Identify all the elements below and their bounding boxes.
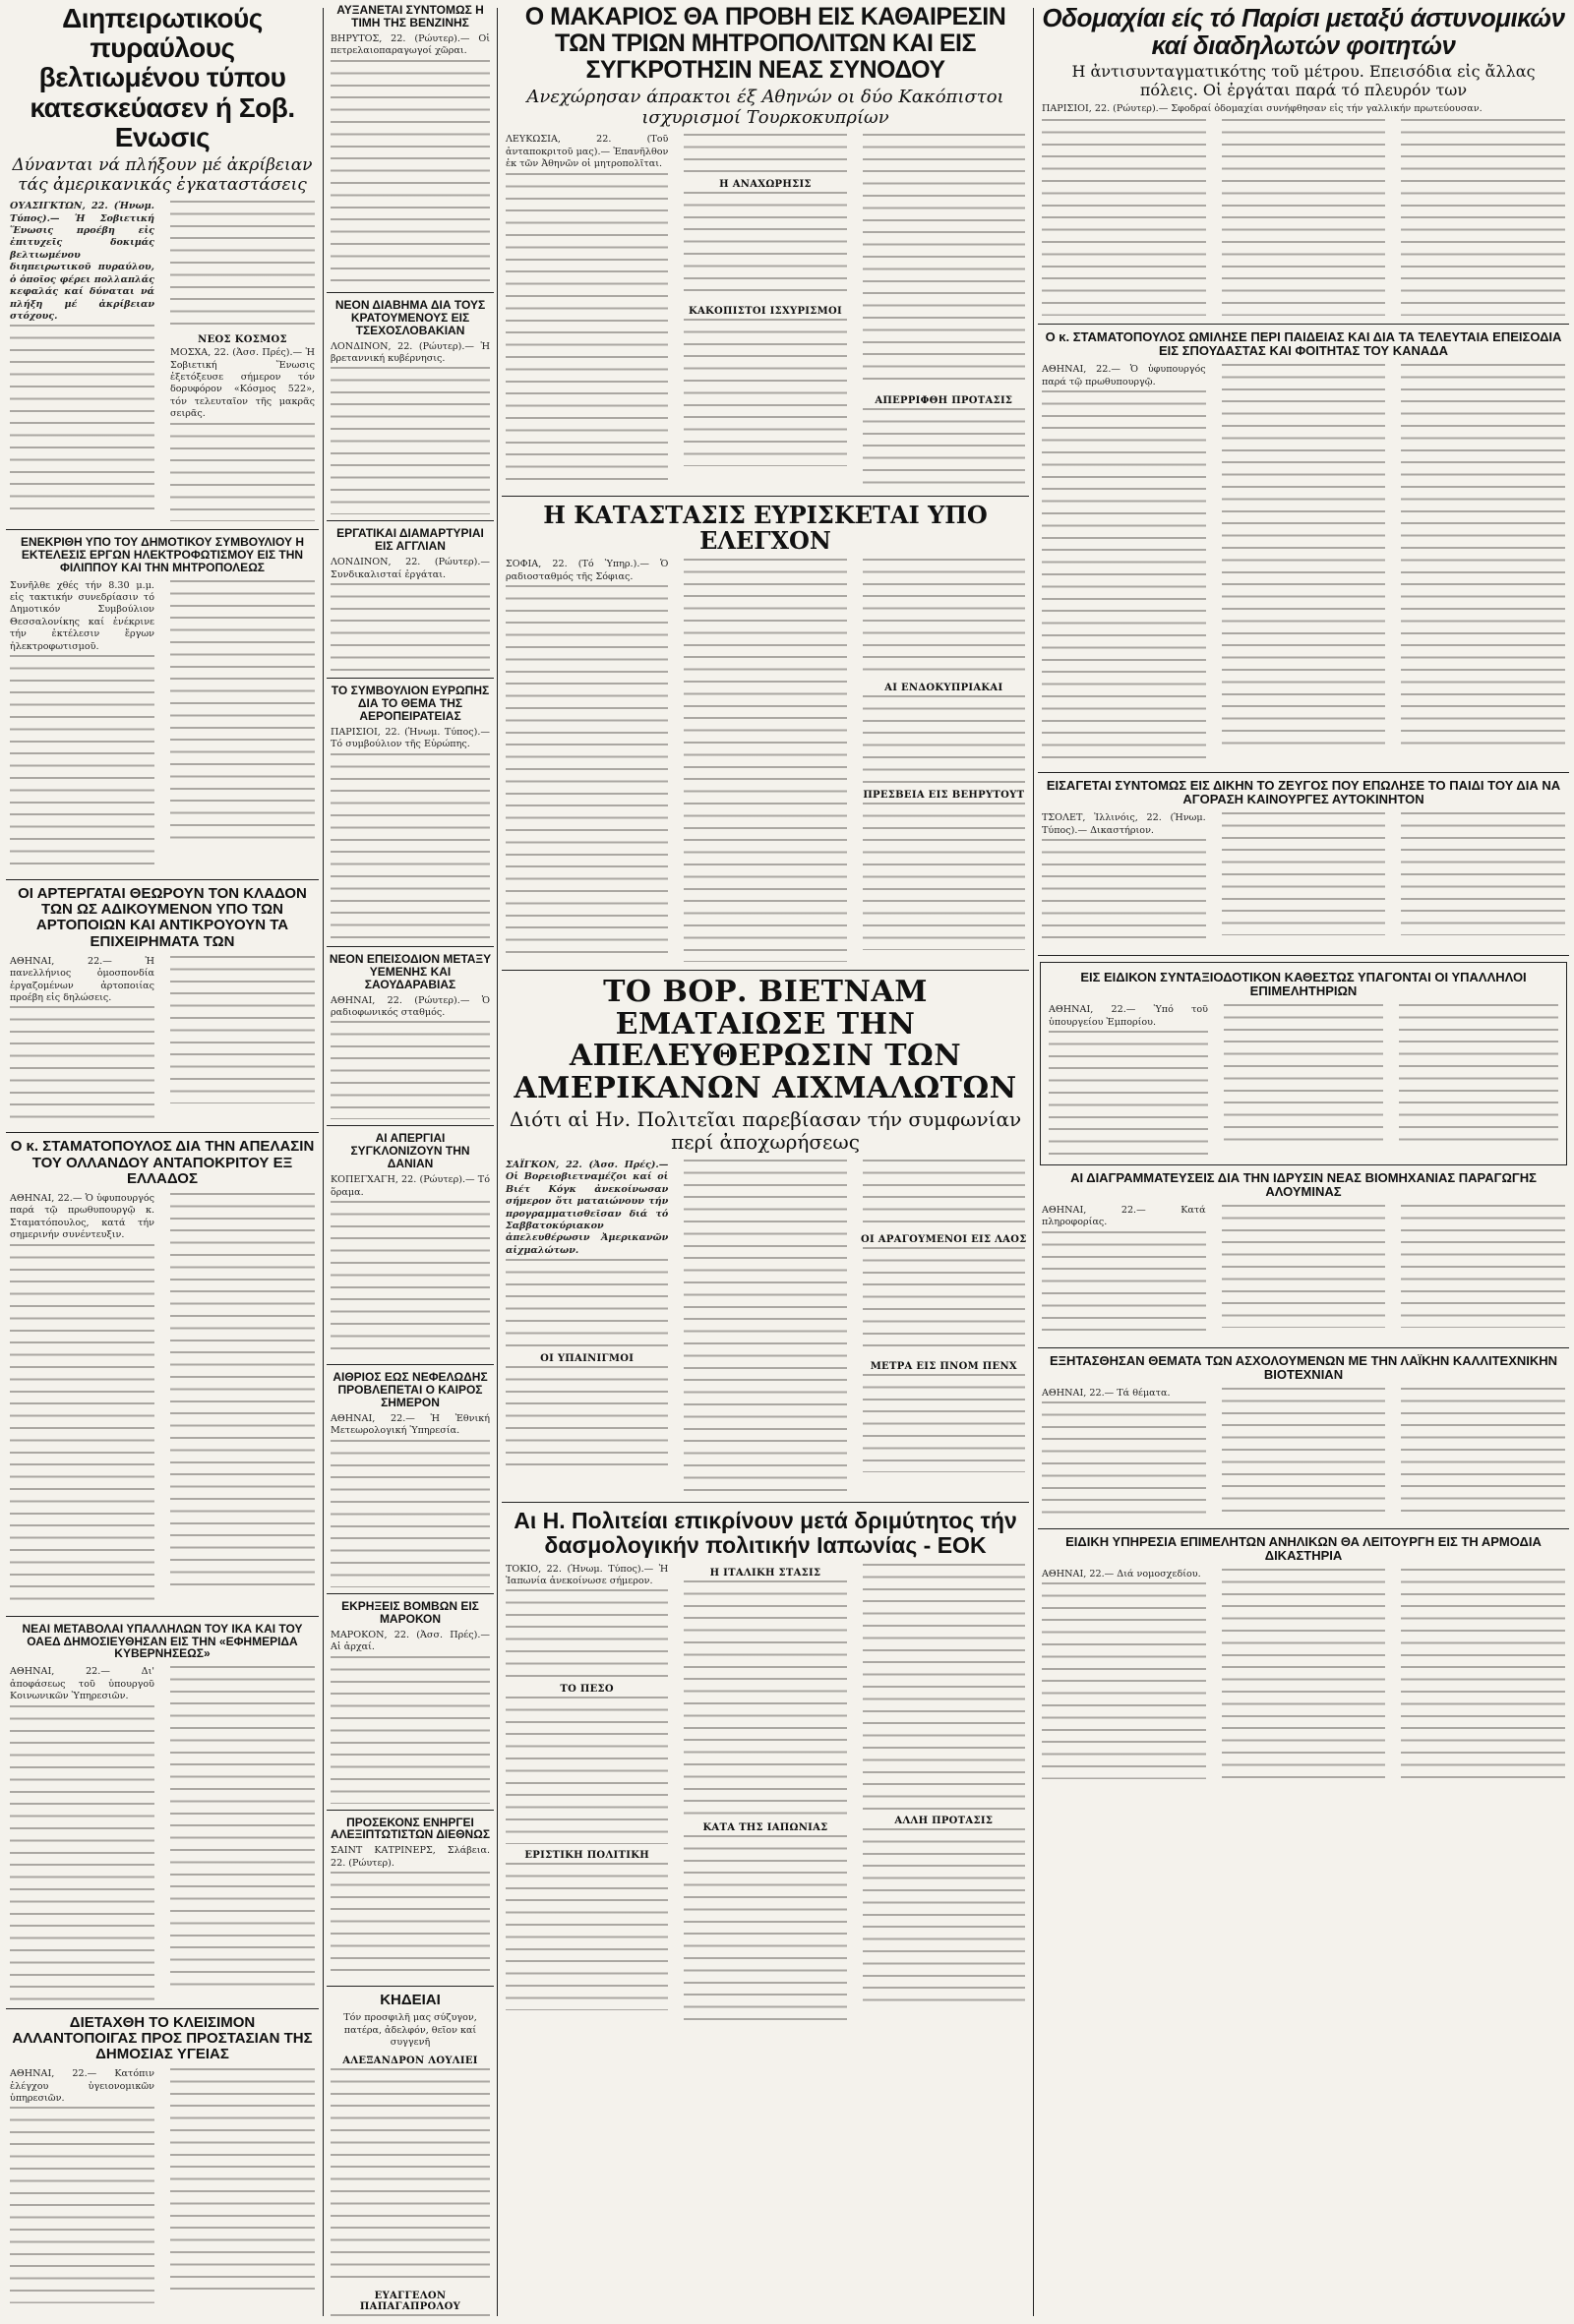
article-makarios [502,4,1029,490]
headline: Οδομαχίαι είς τό Παρίσι μεταξύ άστυνομικών καί διαδηλωτών φοιτητών [1042,3,1565,61]
body-text [506,173,668,488]
divider [6,1132,319,1133]
article-yemen-saudi [327,953,494,1120]
article-situation-control [502,500,1029,965]
divider [6,2008,319,2009]
divider [1038,955,1569,956]
article-stamatopoulos-education [1038,330,1569,766]
headline: ΕΙΔΙΚΗ ΥΠΗΡΕΣΙΑ ΕΠΙΜΕΛΗΤΩΝ ΑΝΗΛΙΚΩΝ ΘΑ ΛΕΙΤΟΥΡΓΗ ΕΙΣ ΤΗ ΑΡΜΟΔΙΑ ΔΙΚΑΣΤΗΡΙΑ [1065,1533,1542,1563]
subheading: ΚΑΚΟΠΙΣΤΟΙ ΙΣΧΥΡΙΣΜΟΙ [688,306,842,318]
divider [327,1125,494,1126]
lead-paragraph: ΛΕΥΚΩΣΙΑ, 22. (Τοῦ ἀνταποκριτοῦ μας).— Ἐπανῆλθον ἐκ τῶν Ἀθηνῶν οἱ μητροπολῖται. [506,134,669,170]
article-folk-crafts [1038,1354,1569,1522]
body-text [1042,390,1206,764]
divider [327,678,494,679]
article-council-europe [327,685,494,940]
headline: ΝΕΟΝ ΔΙΑΒΗΜΑ ΔΙΑ ΤΟΥΣ ΚΡΑΤΟΥΜΕΝΟΥΣ ΕΙΣ ΤΣΕΧΟΣΛΟΒΑΚΙΑΝ [334,297,486,337]
column-4 [1038,0,1569,2324]
body-text [506,585,668,959]
subheading: ΤΟ ΠΕΣΟ [560,1684,614,1696]
divider [6,879,319,880]
headline: ΑΥΞΑΝΕΤΑΙ ΣΥΝΤΟΜΩΣ Η ΤΙΜΗ ΤΗΣ ΒΕΝΖΙΝΗΣ [336,3,484,30]
body-text [170,2068,315,2290]
deck: Ανεχώρησαν άπρακτοι έξ Αθηνών οι δύο Κακόπιστοι ισχυρισμοί Τουρκοκυπρίων [526,87,1004,128]
divider [502,970,1029,971]
lead-paragraph: ΣΑΙΝΤ ΚΑΤΡΙΝΕΡΣ, Σλάβεια. 22. (Ρώυτερ). [331,1845,490,1869]
article-electrification [6,536,319,873]
headline: Η ΚΑΤΑΣΤΑΣΙΣ ΕΥΡΙΣΚΕΤΑΙ ΥΠΟ ΕΛΕΓΧΟΝ [543,500,988,555]
subheading: ΑΠΕΡΡΙΦΘΗ ΠΡΟΤΑΣΙΣ [875,395,1013,407]
column-2 [327,0,494,2324]
lead-paragraph: ΑΘΗΝΑΙ, 22.— Κατά πληροφορίας. [1042,1205,1206,1228]
article-aluminium [1038,1171,1569,1341]
body-text [863,695,1025,784]
lead-paragraph: ΑΘΗΝΑΙ, 22.— Τά θέματα. [1042,1387,1171,1399]
body-text [170,1193,315,1586]
body-text [170,201,315,328]
divider [6,1616,319,1617]
body-text [1222,1205,1386,1328]
headline: Ο ΜΑΚΑΡΙΟΣ ΘΑ ΠΡΟΒΗ ΕΙΣ ΚΑΘΑΙΡΕΣΙΝ ΤΩΝ ΤΡΙΩΝ ΜΗΤΡΟΠΟΛΙΤΩΝ ΚΑΙ ΕΙΣ ΣΥΓΚΡΟΤΗΣΙΝ ΝΕΑΣ ΣΥΝΟΔΟΥ [524,3,1006,84]
body-text [1401,812,1565,935]
notice-name: ΑΛΕΞΑΝΔΡΟΝ ΛΟΥΛΙΕΙ [342,2055,478,2066]
body-text [10,1244,154,1608]
lead-paragraph: Συνῆλθε χθές τήν 8.30 μ.μ. εἰς τακτικήν συνεδρίασιν τό Δημοτικόν Συμβούλιον Θεσσαλονίκης καί ἐνέκρινε τήν ἐκτέλεσιν ἔργων ἠλεκτροφωτισμοῦ. [10,579,154,652]
headline: Ο κ. ΣΤΑΜΑΤΟΠΟΥΛΟΣ ΔΙΑ ΤΗΝ ΑΠΕΛΑΣΙΝ ΤΟΥ ΟΛΛΑΝΔΟΥ ΑΝΤΑΠΟΚΡΙΤΟΥ ΕΞ ΕΛΛΑΔΟΣ [10,1138,315,1187]
divider [502,1502,1029,1503]
body-text [170,956,315,1103]
body-text [1401,1569,1565,1780]
body-text [1042,1231,1206,1340]
lead-paragraph: ΑΘΗΝΑΙ, 22.— Ὑπό τοῦ ὑπουργείου Ἐμπορίου. [1049,1004,1208,1028]
article-sausage-factory [6,2015,319,2306]
body-text [10,325,154,511]
headline: ΕΙΣ ΕΙΔΙΚΟΝ ΣΥΝΤΑΞΙΟΔΟΤΙΚΟΝ ΚΑΘΕΣΤΩΣ ΥΠΑΓΟΝΤΑΙ ΟΙ ΥΠΑΛΛΗΛΟΙ ΕΠΙΜΕΛΗΤΗΡΙΩΝ [1080,970,1527,999]
headline: ΕΙΣΑΓΕΤΑΙ ΣΥΝΤΟΜΩΣ ΕΙΣ ΔΙΚΗΝ ΤΟ ΖΕΥΓΟΣ ΠΟΥ ΕΠΩΛΗΣΕ ΤΟ ΠΑΙΔΙ ΤΟΥ ΔΙΑ ΝΑ ΑΓΟΡΑΣΗ ΚΑΙΝΟΥΡΓΕΣ ΑΥΤΟΚΙΝΗΤΟΝ [1046,778,1561,807]
headline: ΝΕΑΙ ΜΕΤΑΒΟΛΑΙ ΥΠΑΛΛΗΛΩΝ ΤΟΥ ΙΚΑ ΚΑΙ ΤΟΥ ΟΑΕΔ ΔΗΜΟΣΙΕΥΘΗΣΑΝ ΕΙΣ ΤΗΝ «ΕΦΗΜΕΡΙΔΑ ΚΥΒΕΡΝΗΣΕΩΣ» [22,1621,303,1661]
article-couple-trial [1038,779,1569,949]
headline: ΤΟ ΣΥΜΒΟΥΛΙΟΝ ΕΥΡΩΠΗΣ ΔΙΑ ΤΟ ΘΕΜΑ ΤΗΣ ΑΕΡΟΠΕΙΡΑΤΕΙΑΣ [331,684,490,724]
body-text [331,60,490,286]
body-text [331,753,490,940]
subheading: ΟΙ ΑΡΑΓΟΥΜΕΝΟΙ ΕΙΣ ΛΑΟΣ [861,1233,1027,1245]
body-text [1222,1388,1386,1520]
article-uk-labour [327,527,494,672]
column-rule [323,8,324,2316]
deck: Η ἀντισυνταγματικότης τοῦ μέτρου. Επεισόδια εἰς ἄλλας πόλεις. Οἱ ἐργάται παρά τό πλευρόν των [1071,62,1536,99]
column-rule [497,8,498,2316]
body-text [863,1374,1025,1472]
body-text [1222,119,1386,316]
body-text [170,580,315,846]
article-north-vietnam [502,977,1029,1496]
lead-paragraph: ΑΘΗΝΑΙ, 22. (Ρώυτερ).— Ὁ ραδιοφωνικός σταθμός. [331,994,490,1019]
subheading: ΑΛΛΗ ΠΡΟΤΑΣΙΣ [894,1815,994,1826]
body-text [1401,364,1565,752]
lead-paragraph: ΤΟΚΙΟ, 22. (Ἡνωμ. Τύπος).— Ἡ Ἰαπωνία ἀνεκοίνωσε σήμερον. [506,1563,669,1587]
column-1 [6,0,319,2324]
body-text [863,1160,1025,1228]
body-text [331,1872,490,1980]
subheading: ΟΙ ΥΠΑΙΝΙΓΜΟΙ [540,1353,635,1365]
article-pension-scheme [1040,962,1567,1165]
subheading: ΕΡΙΣΤΙΚΗ ΠΟΛΙΤΙΚΗ [524,1850,649,1862]
notice-name: ΕΥΑΓΓΕΛΟΝ ΠΑΠΑΓΑΠΡΟΛΟΥ [359,2290,461,2312]
lead-paragraph: ΑΘΗΝΑΙ, 22.— Ἡ πανελλήνιος ὁμοσπονδία ἐργαζομένων ἀρτοποιίας προέβη εἰς δηλώσεις. [10,955,154,1003]
headline: ΑΙ ΑΠΕΡΓΙΑΙ ΣΥΓΚΛΟΝΙΖΟΥΝ ΤΗΝ ΔΑΝΙΑΝ [350,1131,470,1171]
body-text [1222,364,1386,752]
article-czechoslovakia [327,299,494,515]
body-text [684,134,846,173]
body-text [331,1021,490,1119]
headline: ΕΡΓΑΤΙΚΑΙ ΔΙΑΜΑΡΤΥΡΙΑΙ ΕΙΣ ΑΓΓΛΙΑΝ [336,526,484,554]
lead-paragraph: ΚΟΠΕΓΧΑΓΗ, 22. (Ρώυτερ).— Τό ὅραμα. [331,1174,490,1198]
headline: ΕΞΗΤΑΣΘΗΣΑΝ ΘΕΜΑΤΑ ΤΩΝ ΑΣΧΟΛΟΥΜΕΝΩΝ ΜΕ ΤΗΝ ΛΑΪΚΗΝ ΚΑΛΛΙΤΕΧΝΙΚΗΝ ΒΙΟΤΕΧΝΙΑΝ [1049,1352,1558,1382]
lead-paragraph: ΜΑΡΟΚΟΝ, 22. (Ἀσσ. Πρές).— Αἱ ἀρχαί. [331,1629,490,1653]
body-text [684,1580,846,1817]
subheading: ΝΕΟΣ ΚΟΣΜΟΣ [198,334,287,346]
lead-paragraph: ΑΘΗΝΑΙ, 22.— Ἡ Ἐθνική Μετεωρολογική Ὑπηρεσία. [331,1412,490,1437]
body-text [506,1863,668,2010]
headline: Διηπειρωτικούς πυραύλους βελτιωμένου τύπου κατεσκεύασεν ή Σοβ. Ενωσις [30,3,295,152]
subheading: Η ΑΝΑΧΩΡΗΣΙΣ [719,179,812,191]
subheading: ΠΡΕΣΒΕΙΑ ΕΙΣ ΒΕΗΡΥΤΟΥΤ [863,790,1025,802]
body-text [1401,1205,1565,1328]
body-text [863,134,1025,389]
body-text [1042,839,1206,947]
headline: ΑΙ ΔΙΑΓΡΑΜΜΑΤΕΥΣΕΙΣ ΔΙΑ ΤΗΝ ΙΔΡΥΣΙΝ ΝΕΑΣ ΒΙΟΜΗΧΑΝΙΑΣ ΠΑΡΑΓΩΓΗΣ ΑΛΟΥΜΙΝΑΣ [1070,1169,1537,1199]
article-weather [327,1371,494,1587]
article-soviet-missiles [6,4,319,523]
column-rule [1033,8,1034,2316]
body-text [331,1656,490,1804]
headline: ΑΙΘΡΙΟΣ ΕΩΣ ΝΕΦΕΛΩΔΗΣ ΠΡΟΒΛΕΠΕΤΑΙ Ο ΚΑΙΡΟΣ ΣΗΜΕΡΟΝ [333,1370,488,1410]
body-text [506,1259,668,1347]
lead-paragraph: ΠΑΡΙΣΙΟΙ, 22. (Ρώυτερ).— Σφοδραί ὁδομαχίαι συνήφθησαν εἰς τήν γαλλικήν πρωτεύουσαν. [1042,102,1483,114]
divider [1038,1528,1569,1529]
article-ika-oaed [6,1623,319,2002]
body-text [10,1006,154,1124]
body-text [863,559,1025,677]
divider [6,529,319,530]
divider [327,1810,494,1811]
notice-lead: Τόν προσφιλῆ μας σύζυγον, πατέρα, ἀδελφόν, θεῖον καί συγγενῆ [343,2012,477,2049]
deck: Δύνανται νά πλήξουν μέ ἀκρίβειαν τάς ἀμερικανικάς ἐγκαταστάσεις [12,155,313,195]
paragraph: ΜΟΣΧΑ, 22. (Ἀσσ. Πρές).— Ἡ Σοβιετική Ἕνωσις ἐξετόξευσε σήμερον τόν δορυφόρον «Κόσμος 522», τόν τελευταῖον τῆς μακρᾶς σειρᾶς. [170,347,315,420]
article-bakery-workers [6,886,319,1126]
body-text [863,1247,1025,1355]
subheading: Η ΙΤΑΛΙΚΗ ΣΤΑΣΙΣ [709,1567,821,1579]
divider [327,946,494,947]
headline: Ο κ. ΣΤΑΜΑΤΟΠΟΥΛΟΣ ΩΜΙΛΗΣΕ ΠΕΡΙ ΠΑΙΔΕΙΑΣ ΚΑΙ ΔΙΑ ΤΑ ΤΕΛΕΥΤΑΙΑ ΕΠΕΙΣΟΔΙΑ ΕΙΣ ΣΠΟΥΔΑΣΤΑΣ ΚΑΙ ΦΟΙΤΗΤΑΣ ΤΟΥ ΚΑΝΑΔΑ [1045,329,1562,359]
body-text [684,559,846,962]
article-paris-riots [1038,4,1569,318]
body-text [331,2068,490,2285]
body-text [331,1440,490,1587]
headline: ΔΙΕΤΑΧΘΗ ΤΟ ΚΛΕΙΣΙΜΟΝ ΑΛΛΑΝΤΟΠΟΙΓΑΣ ΠΡΟΣ ΠΡΟΣΤΑΣΙΑΝ ΤΗΣ ΔΗΜΟΣΙΑΣ ΥΓΕΙΑΣ [12,2013,313,2063]
headline: ΕΝΕΚΡΙΘΗ ΥΠΟ ΤΟΥ ΔΗΜΟΤΙΚΟΥ ΣΥΜΒΟΥΛΙΟΥ Η ΕΚΤΕΛΕΣΙΣ ΕΡΓΩΝ ΗΛΕΚΤΡΟΦΩΤΙΣΜΟΥ ΕΙΣ ΤΗΝ ΦΙΛΙΠΠΟΥ ΚΑΙ ΤΗΝ ΜΗΤΡΟΠΟΛΕΩΣ [21,534,304,574]
deck: Διότι αἱ Ην. Πολιτεῖαι παρεβίασαν τήν συμφωνίαν περί ἀποχωρήσεως [509,1106,1022,1154]
divider [1038,772,1569,773]
body-text [170,423,315,521]
headline: Αι Η. Πολιτείαι επικρίνουν μετά δριμύτητος τήν δασμολογικήν πολιτικήν Ιαπωνίας - ΕΟΚ [514,1507,1017,1558]
lead-paragraph: ΣΑΪΓΚΟΝ, 22. (Ἀσσ. Πρές).— Οἱ Βορειοβιετναμέζοι καί οἱ Βιέτ Κόγκ ἀνεκοίνωσαν σήμερον ὅτι ματαιώνουν τήν προγραμματισθεῖσαν διά τό Σαββατοκύριακον ἀπελευθέρωσιν Ἀμερικανῶν αἰχμαλώτων. [506,1159,669,1256]
article-petrol-price [327,4,494,286]
body-text [684,1835,846,2022]
lead-paragraph: ΛΟΝΔΙΝΟΝ, 22. (Ρώυτερ).— Συνδικαλισταί ἐργάται. [331,557,490,580]
body-text [1224,1004,1383,1147]
body-text [506,1589,668,1678]
divider [1038,324,1569,325]
divider [327,520,494,521]
body-text [331,1201,490,1358]
lead-paragraph: ΑΘΗΝΑΙ, 22.— Διά νομοσχεδίου. [1042,1568,1201,1579]
body-text [1042,119,1206,316]
body-text [331,2314,490,2324]
divider [1038,1347,1569,1348]
lead-paragraph: ΠΑΡΙΣΙΟΙ, 22. (Ἡνωμ. Τύπος).— Τό συμβούλιον τῆς Εὐρώπης. [331,726,490,750]
lead-paragraph: ΒΗΡΥΤΟΣ, 22. (Ρώυτερ).— Οἱ πετρελαιοπαραγωγοί χῶραι. [331,32,490,57]
divider [327,1593,494,1594]
body-text [1042,1401,1206,1520]
lead-paragraph: ΟΥΑΣΙΓΚΤΩΝ, 22. (Ἡνωμ. Τύπος).— Ἡ Σοβιετική Ἕνωσις προέβη εἰς ἐπιτυχεῖς δοκιμάς βελτιωμένου διηπειρωτικοῦ πυραύλου, ὁ ὁποῖος φέρει πολλαπλάς κεφαλάς καί δύναται νά πλήξη μέ ἀκρίβειαν στόχους. [10,201,154,322]
body-text [863,1564,1025,1810]
body-text [506,1366,668,1474]
lead-paragraph: ΑΘΗΝΑΙ, 22.— Κατόπιν ἐλέγχου ὑγειονομικῶν ὑπηρεσιῶν. [10,2068,154,2105]
headline: ΝΕΟΝ ΕΠΕΙΣΟΔΙΟΝ ΜΕΤΑΞΥ ΥΕΜΕΝΗΣ ΚΑΙ ΣΑΟΥΔΑΡΑΒΙΑΣ [329,951,492,991]
lead-paragraph: ΣΟΦΙΑ, 22. (Τό Ὑπηρ.).— Ὁ ραδιοσταθμός τῆς Σόφιας. [506,559,669,582]
lead-paragraph: ΑΘΗΝΑΙ, 22.— Ὁ ὑφυπουργός παρά τῷ πρωθυπουργῷ. [1042,364,1206,387]
body-text [170,1666,315,1986]
body-text [10,2107,154,2303]
subheading: ΑΙ ΕΝΔΟΚΥΠΡΙΑΚΑΙ [884,683,1003,694]
notices-heading: ΚΗΔΕΙΑΙ [380,1992,441,2009]
lead-paragraph: ΤΣΟΛΕΤ, Ἰλλινόις, 22. (Ἡνωμ. Τύπος).— Δικαστήριον. [1042,812,1206,836]
body-text [684,319,846,466]
funeral-notices [327,1993,494,2324]
body-text [1222,812,1386,935]
lead-paragraph: ΑΘΗΝΑΙ, 22.— Δι' ἀποφάσεως τοῦ ὑπουργοῦ Κοινωνικῶν Ὑπηρεσιῶν. [10,1666,154,1702]
body-text [331,583,490,672]
subheading: ΚΑΤΑ ΤΗΣ ΙΑΠΩΝΙΑΣ [702,1821,828,1833]
divider [327,1364,494,1365]
body-text [684,1160,846,1494]
headline: ΠΡΟΣΕΚΟΝΣ ΕΝΗΡΓΕΙ ΑΛΕΞΙΠΤΩΤΙΣΤΩΝ ΔΙΕΘΝΩΣ [330,1815,491,1842]
body-text [10,1705,154,2000]
article-parachutists [327,1817,494,1981]
article-morocco-bombs [327,1600,494,1804]
body-text [10,655,154,871]
article-denmark-strikes [327,1132,494,1358]
headline: ΟΙ ΑΡΤΕΡΓΑΤΑΙ ΘΕΩΡΟΥΝ ΤΟΝ ΚΛΑΔΟΝ ΤΩΝ ΩΣ ΑΔΙΚΟΥΜΕΝΟΝ ΥΠΟ ΤΩΝ ΑΡΤΟΠΟΙΩΝ ΚΑΙ ΑΝΤΙΚΡΟΥΟΥΝ ΤΑ ΕΠΙΧΕΙΡΗΜΑΤΑ ΤΩΝ [18,885,307,950]
body-text [331,367,490,514]
body-text [1042,1582,1206,1779]
subheading: ΜΕΤΡΑ ΕΙΣ ΠΝΟΜ ΠΕΝΧ [870,1360,1017,1372]
body-text [1399,1004,1558,1147]
column-3 [502,0,1029,2324]
lead-paragraph: ΛΟΝΔΙΝΟΝ, 22. (Ρώυτερ).— Ἡ βρεταννική κυβέρνησις. [331,340,490,364]
divider [327,1986,494,1987]
article-juvenile-service [1038,1535,1569,1782]
headline: ΕΚΡΗΞΕΙΣ ΒΟΜΒΩΝ ΕΙΣ ΜΑΡΟΚΟΝ [341,1598,479,1626]
lead-paragraph: ΑΘΗΝΑΙ, 22.— Ὁ ὑφυπουργός παρά τῷ πρωθυπουργῷ κ. Σταματόπουλος, κατά τήν σημερινήν συνέντευξιν. [10,1192,154,1241]
divider [502,496,1029,497]
body-text [684,192,846,300]
body-text [863,408,1025,487]
body-text [1222,1569,1386,1780]
body-text [1401,1388,1565,1520]
body-text [863,1828,1025,2005]
body-text [863,803,1025,950]
body-text [1049,1031,1208,1159]
divider [327,292,494,293]
body-text [506,1697,668,1844]
article-dutch-correspondent [6,1139,319,1609]
article-us-japan-eec [502,1509,1029,2024]
body-text [1401,119,1565,316]
headline: ΤΟ ΒΟΡ. ΒΙΕΤΝΑΜ ΕΜΑΤΑΙΩΣΕ ΤΗΝ ΑΠΕΛΕΥΘΕΡΩΣΙΝ ΤΩΝ ΑΜΕΡΙΚΑΝΩΝ ΑΙΧΜΑΛΩΤΩΝ [514,975,1017,1105]
